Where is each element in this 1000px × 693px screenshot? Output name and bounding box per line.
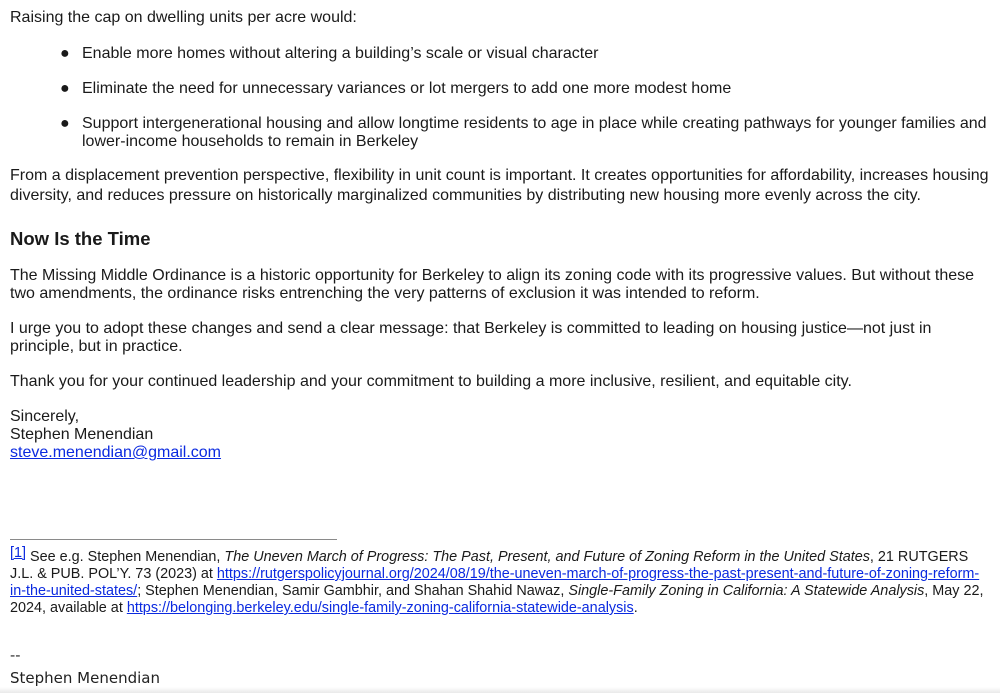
benefits-list [10,45,998,151]
list-item-text: Enable more homes without altering a building’s scale or visual character [82,45,599,62]
signature-name: Stephen Menendian [10,669,160,687]
urge-paragraph: I urge you to adopt these changes and send a clear message: that Berkeley is committed to leading on housing justice—not just in principle, but in practice. [10,320,932,355]
intro-text: Raising the cap on dwelling units per acre would: [10,9,357,26]
signoff-block [10,408,998,462]
email-link[interactable]: steve.menendian@gmail.com [10,444,222,461]
displacement-paragraph: From a displacement prevention perspective, flexibility in unit count is important. It creates opportunities for affordability, increases housing diversity, and reduces pressure on historically marginalized communities by distributing new housing more evenly across the city. [10,167,989,204]
footnote [10,545,990,617]
footnote-marker-link[interactable]: [1] [10,545,26,561]
footnote-text: See e.g. Stephen Menendian, [26,549,225,565]
section-heading: Now Is the Time [10,228,151,249]
footnote-title-2: Single-Family Zoning in California: A Statewide Analysis [568,583,925,599]
signer-name: Stephen Menendian [10,426,154,443]
bullet-icon: ● [60,45,70,62]
signature-separator: -- [10,648,21,664]
footnote-text: ; Stephen Menendian, Samir Gambhir, and Shahan Shahid Nawaz, [137,583,569,599]
list-item-text: Eliminate the need for unnecessary variances or lot mergers to add one more modest home [82,80,732,97]
footnote-text: , May 22, 2024, available at [10,583,984,616]
list-item [60,45,998,63]
closing-text: Sincerely, [10,408,80,425]
list-item-text: Support intergenerational housing and allow longtime residents to age in place while creating pathways for younger families and lower-income households to remain in Berkeley [82,115,987,150]
bullet-icon: ● [60,80,70,97]
bottom-edge-shadow [0,687,1000,693]
footnote-text: , 21 RUTGERS J.L. & PUB. POL’Y. 73 (2023) at [10,549,969,582]
list-item [60,115,998,151]
footnote-text: . [633,600,638,616]
bullet-icon: ● [60,115,70,132]
list-item [60,80,998,98]
missing-middle-paragraph: The Missing Middle Ordinance is a historic opportunity for Berkeley to align its zoning code with its progressive values. But without these two amendments, the ordinance risks entrenching the very patterns of exclusion it was intended to reform. [10,267,975,302]
footnote-url-link-1[interactable]: https://rutgerspolicyjournal.org/2024/08/19/the-uneven-march-of-progress-the-past-present-and-future-of-zoning-reform-in-the-united-states/ [10,566,980,599]
footnote-url-link-2[interactable]: https://belonging.berkeley.edu/single-family-zoning-california-statewide-analysis [126,600,634,616]
footnote-divider [10,539,337,540]
thanks-paragraph: Thank you for your continued leadership and your commitment to building a more inclusive, resilient, and equitable city. [10,373,852,390]
footnote-title-1: The Uneven March of Progress: The Past, Present, and Future of Zoning Reform in the United States [224,549,870,565]
email-body [10,9,998,462]
